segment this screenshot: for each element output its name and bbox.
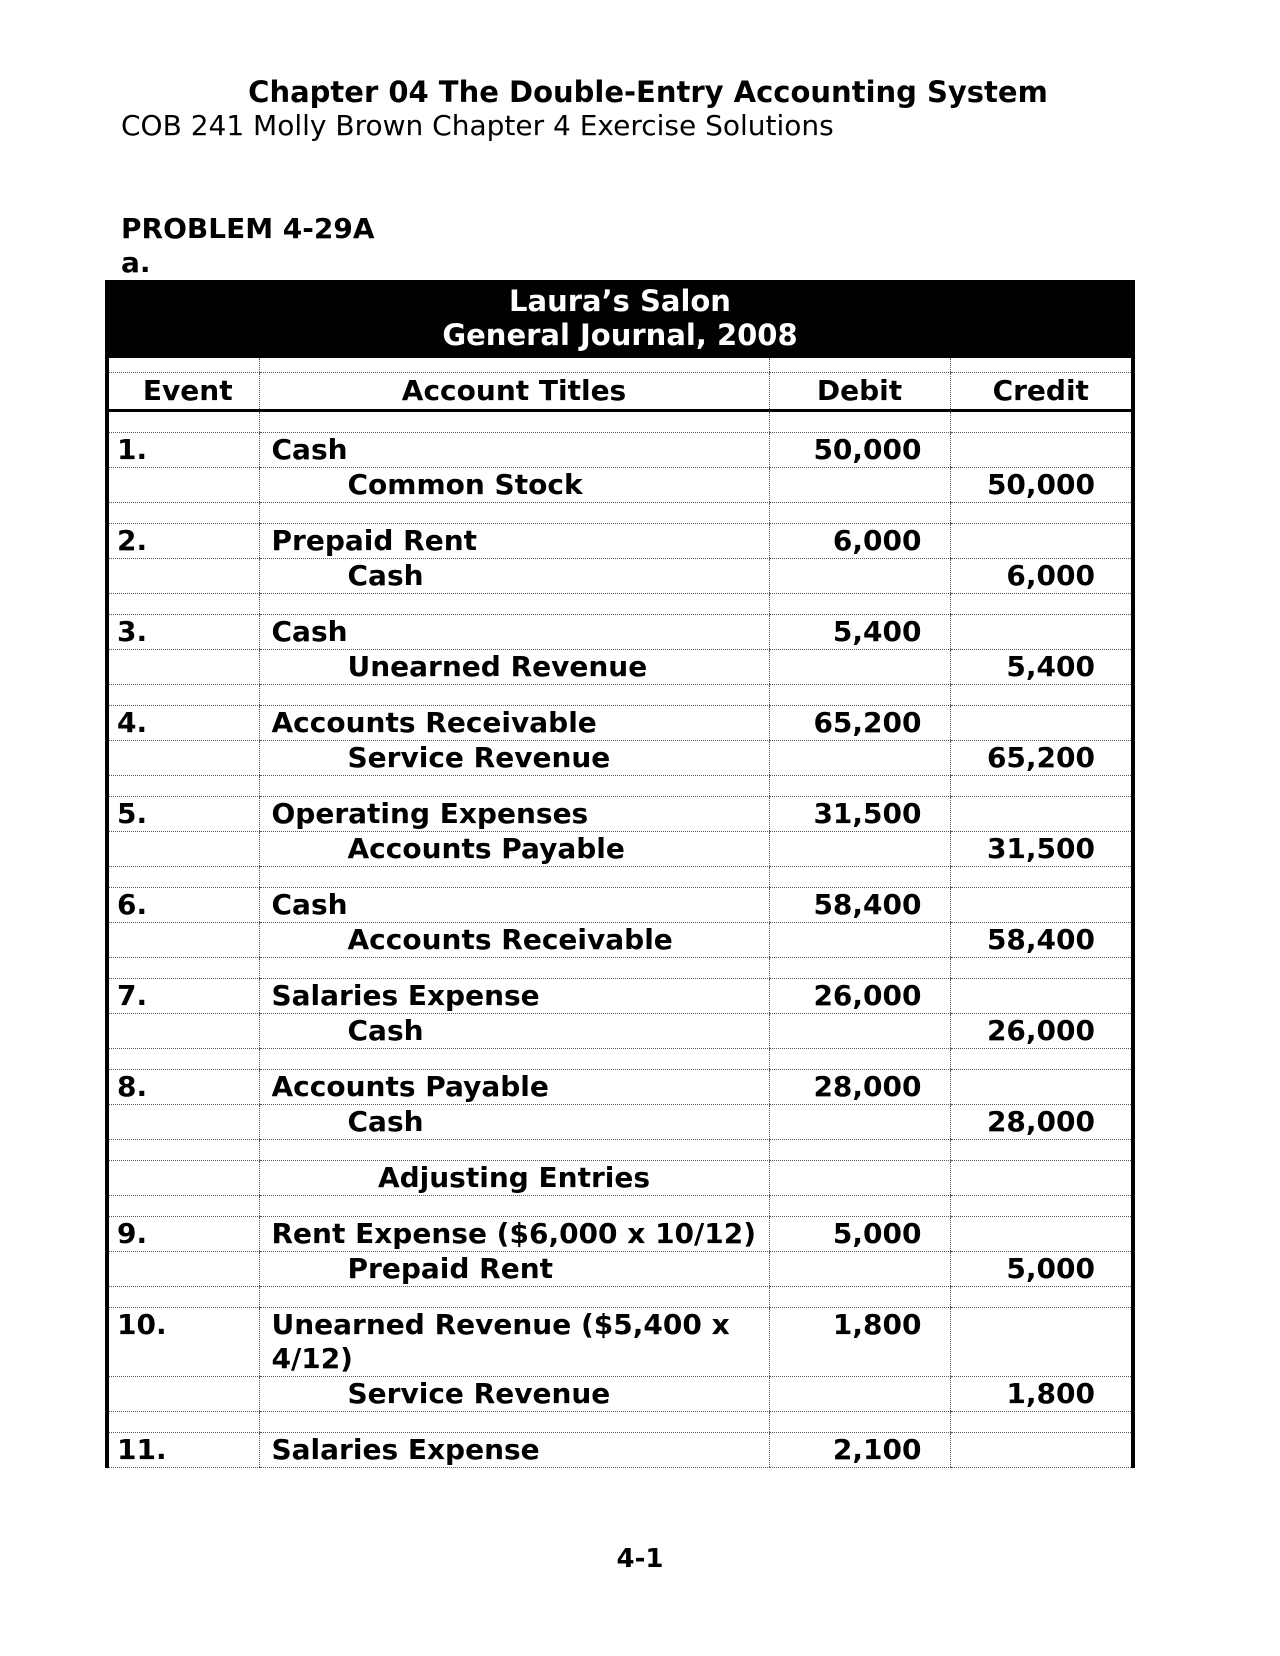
column-header-credit: Credit bbox=[950, 373, 1131, 411]
event-number: 11. bbox=[109, 1433, 259, 1468]
event-number bbox=[109, 1252, 259, 1287]
empty-cell bbox=[769, 411, 950, 433]
spacer-row bbox=[109, 685, 1131, 706]
event-number: 9. bbox=[109, 1217, 259, 1252]
credit-account: Service Revenue bbox=[259, 741, 769, 776]
empty-cell bbox=[259, 503, 769, 524]
credit-amount: 50,000 bbox=[950, 468, 1131, 503]
credit-account: Cash bbox=[259, 1105, 769, 1140]
debit-amount: 5,400 bbox=[769, 615, 950, 650]
empty-cell bbox=[109, 1287, 259, 1308]
journal-row-debit bbox=[109, 433, 1131, 468]
credit-account: Common Stock bbox=[259, 468, 769, 503]
credit-amount bbox=[950, 615, 1131, 650]
empty-cell bbox=[109, 685, 259, 706]
empty-cell bbox=[950, 1161, 1131, 1196]
column-header-account: Account Titles bbox=[259, 373, 769, 411]
credit-amount: 1,800 bbox=[950, 1377, 1131, 1412]
debit-amount: 6,000 bbox=[769, 524, 950, 559]
journal-row-credit bbox=[109, 923, 1131, 958]
spacer-row bbox=[109, 594, 1131, 615]
empty-cell bbox=[259, 1412, 769, 1433]
adjusting-entries-row bbox=[109, 1161, 1131, 1196]
empty-cell bbox=[109, 1049, 259, 1070]
event-number: 6. bbox=[109, 888, 259, 923]
problem-part: a. bbox=[121, 246, 151, 279]
credit-amount bbox=[950, 433, 1131, 468]
journal-header bbox=[109, 280, 1131, 358]
journal-row-credit bbox=[109, 1252, 1131, 1287]
empty-cell bbox=[259, 1049, 769, 1070]
credit-account: Cash bbox=[259, 1014, 769, 1049]
credit-account: Unearned Revenue bbox=[259, 650, 769, 685]
credit-amount: 28,000 bbox=[950, 1105, 1131, 1140]
empty-cell bbox=[769, 1287, 950, 1308]
empty-cell bbox=[109, 867, 259, 888]
page-number: 4-1 bbox=[616, 1544, 664, 1574]
debit-account: Salaries Expense bbox=[259, 979, 769, 1014]
debit-account: Accounts Payable bbox=[259, 1070, 769, 1105]
credit-amount: 6,000 bbox=[950, 559, 1131, 594]
event-number bbox=[109, 832, 259, 867]
empty-cell bbox=[769, 685, 950, 706]
event-number bbox=[109, 1105, 259, 1140]
event-number bbox=[109, 1377, 259, 1412]
debit-amount: 58,400 bbox=[769, 888, 950, 923]
event-number: 4. bbox=[109, 706, 259, 741]
empty-cell bbox=[950, 1287, 1131, 1308]
debit-amount: 28,000 bbox=[769, 1070, 950, 1105]
credit-amount: 31,500 bbox=[950, 832, 1131, 867]
event-number: 8. bbox=[109, 1070, 259, 1105]
journal-row-debit bbox=[109, 979, 1131, 1014]
debit-amount: 5,000 bbox=[769, 1217, 950, 1252]
empty-cell bbox=[950, 958, 1131, 979]
empty-cell bbox=[769, 594, 950, 615]
journal-row-debit bbox=[109, 1433, 1131, 1468]
empty-cell bbox=[109, 1161, 259, 1196]
credit-amount: 5,400 bbox=[950, 650, 1131, 685]
debit-account: Unearned Revenue ($5,400 x 4/12) bbox=[259, 1308, 769, 1377]
spacer-row bbox=[109, 1049, 1131, 1070]
spacer-row bbox=[109, 1140, 1131, 1161]
journal-row-debit bbox=[109, 888, 1131, 923]
empty-cell bbox=[109, 594, 259, 615]
journal-table bbox=[109, 358, 1131, 1468]
debit-amount bbox=[769, 1105, 950, 1140]
spacer-row bbox=[109, 958, 1131, 979]
spacer-row bbox=[109, 867, 1131, 888]
spacer-row bbox=[109, 1412, 1131, 1433]
debit-amount: 2,100 bbox=[769, 1433, 950, 1468]
column-header-event: Event bbox=[109, 373, 259, 411]
credit-account: Cash bbox=[259, 559, 769, 594]
journal-row-credit bbox=[109, 1377, 1131, 1412]
empty-cell bbox=[950, 1140, 1131, 1161]
debit-amount: 26,000 bbox=[769, 979, 950, 1014]
problem-label: PROBLEM 4-29A bbox=[121, 212, 375, 245]
company-name: Laura’s Salon bbox=[509, 284, 731, 318]
debit-amount bbox=[769, 1377, 950, 1412]
credit-amount bbox=[950, 1308, 1131, 1377]
empty-cell bbox=[769, 1140, 950, 1161]
journal-row-credit bbox=[109, 468, 1131, 503]
debit-amount bbox=[769, 832, 950, 867]
empty-cell bbox=[950, 411, 1131, 433]
credit-amount bbox=[950, 706, 1131, 741]
empty-cell bbox=[950, 867, 1131, 888]
empty-cell bbox=[769, 867, 950, 888]
journal-row-credit bbox=[109, 650, 1131, 685]
debit-amount: 1,800 bbox=[769, 1308, 950, 1377]
event-number: 10. bbox=[109, 1308, 259, 1377]
debit-amount: 65,200 bbox=[769, 706, 950, 741]
empty-cell bbox=[769, 1196, 950, 1217]
empty-cell bbox=[950, 1196, 1131, 1217]
event-number bbox=[109, 741, 259, 776]
credit-amount bbox=[950, 1217, 1131, 1252]
debit-amount bbox=[769, 923, 950, 958]
spacer-row bbox=[109, 503, 1131, 524]
empty-cell bbox=[109, 1196, 259, 1217]
empty-cell bbox=[769, 1049, 950, 1070]
spacer-row bbox=[109, 1287, 1131, 1308]
debit-amount bbox=[769, 559, 950, 594]
empty-cell bbox=[259, 1140, 769, 1161]
empty-cell bbox=[259, 594, 769, 615]
empty-cell bbox=[950, 1049, 1131, 1070]
event-number: 1. bbox=[109, 433, 259, 468]
credit-amount: 5,000 bbox=[950, 1252, 1131, 1287]
debit-amount bbox=[769, 468, 950, 503]
empty-cell bbox=[950, 685, 1131, 706]
empty-cell bbox=[950, 503, 1131, 524]
credit-account: Accounts Payable bbox=[259, 832, 769, 867]
empty-cell bbox=[769, 958, 950, 979]
credit-amount: 58,400 bbox=[950, 923, 1131, 958]
debit-account: Operating Expenses bbox=[259, 797, 769, 832]
journal-row-credit bbox=[109, 741, 1131, 776]
debit-amount bbox=[769, 1014, 950, 1049]
debit-amount bbox=[769, 1252, 950, 1287]
debit-account: Cash bbox=[259, 615, 769, 650]
journal-row-credit bbox=[109, 559, 1131, 594]
empty-cell bbox=[259, 958, 769, 979]
journal-row-credit bbox=[109, 1105, 1131, 1140]
general-journal bbox=[105, 280, 1135, 1468]
credit-account: Service Revenue bbox=[259, 1377, 769, 1412]
empty-cell bbox=[950, 594, 1131, 615]
empty-cell bbox=[109, 1412, 259, 1433]
debit-account: Rent Expense ($6,000 x 10/12) bbox=[259, 1217, 769, 1252]
spacer-row bbox=[109, 358, 1131, 373]
event-number: 7. bbox=[109, 979, 259, 1014]
debit-account: Accounts Receivable bbox=[259, 706, 769, 741]
empty-cell bbox=[950, 776, 1131, 797]
empty-cell bbox=[769, 776, 950, 797]
spacer-row bbox=[109, 411, 1131, 433]
debit-amount bbox=[769, 741, 950, 776]
adjusting-entries-label: Adjusting Entries bbox=[259, 1161, 769, 1196]
credit-amount bbox=[950, 1433, 1131, 1468]
debit-account: Cash bbox=[259, 433, 769, 468]
journal-row-debit bbox=[109, 1308, 1131, 1377]
journal-row-debit bbox=[109, 524, 1131, 559]
journal-row-debit bbox=[109, 615, 1131, 650]
page-title: Chapter 04 The Double-Entry Accounting System bbox=[248, 75, 1048, 109]
event-number bbox=[109, 650, 259, 685]
credit-amount bbox=[950, 1070, 1131, 1105]
journal-row-debit bbox=[109, 706, 1131, 741]
event-number bbox=[109, 923, 259, 958]
empty-cell bbox=[259, 1287, 769, 1308]
empty-cell bbox=[259, 867, 769, 888]
event-number bbox=[109, 468, 259, 503]
journal-row-credit bbox=[109, 1014, 1131, 1049]
event-number: 2. bbox=[109, 524, 259, 559]
credit-amount: 26,000 bbox=[950, 1014, 1131, 1049]
event-number bbox=[109, 559, 259, 594]
empty-cell bbox=[769, 1161, 950, 1196]
journal-row-debit bbox=[109, 1217, 1131, 1252]
credit-amount bbox=[950, 888, 1131, 923]
credit-amount bbox=[950, 524, 1131, 559]
empty-cell bbox=[259, 776, 769, 797]
journal-row-debit bbox=[109, 1070, 1131, 1105]
credit-amount: 65,200 bbox=[950, 741, 1131, 776]
column-header-row bbox=[109, 373, 1131, 411]
credit-account: Prepaid Rent bbox=[259, 1252, 769, 1287]
empty-cell bbox=[950, 1412, 1131, 1433]
debit-amount: 50,000 bbox=[769, 433, 950, 468]
column-header-debit: Debit bbox=[769, 373, 950, 411]
credit-amount bbox=[950, 979, 1131, 1014]
spacer-row bbox=[109, 1196, 1131, 1217]
journal-row-debit bbox=[109, 797, 1131, 832]
page-subtitle: COB 241 Molly Brown Chapter 4 Exercise Solutions bbox=[121, 109, 834, 142]
empty-cell bbox=[259, 411, 769, 433]
spacer-row bbox=[109, 776, 1131, 797]
empty-cell bbox=[259, 1196, 769, 1217]
empty-cell bbox=[769, 1412, 950, 1433]
journal-row-credit bbox=[109, 832, 1131, 867]
empty-cell bbox=[109, 1140, 259, 1161]
credit-account: Accounts Receivable bbox=[259, 923, 769, 958]
empty-cell bbox=[769, 503, 950, 524]
empty-cell bbox=[109, 776, 259, 797]
empty-cell bbox=[259, 685, 769, 706]
journal-name: General Journal, 2008 bbox=[442, 318, 798, 352]
empty-cell bbox=[109, 411, 259, 433]
empty-cell bbox=[109, 958, 259, 979]
event-number: 3. bbox=[109, 615, 259, 650]
debit-account: Cash bbox=[259, 888, 769, 923]
event-number: 5. bbox=[109, 797, 259, 832]
debit-amount bbox=[769, 650, 950, 685]
debit-amount: 31,500 bbox=[769, 797, 950, 832]
empty-cell bbox=[109, 503, 259, 524]
event-number bbox=[109, 1014, 259, 1049]
credit-amount bbox=[950, 797, 1131, 832]
debit-account: Salaries Expense bbox=[259, 1433, 769, 1468]
debit-account: Prepaid Rent bbox=[259, 524, 769, 559]
